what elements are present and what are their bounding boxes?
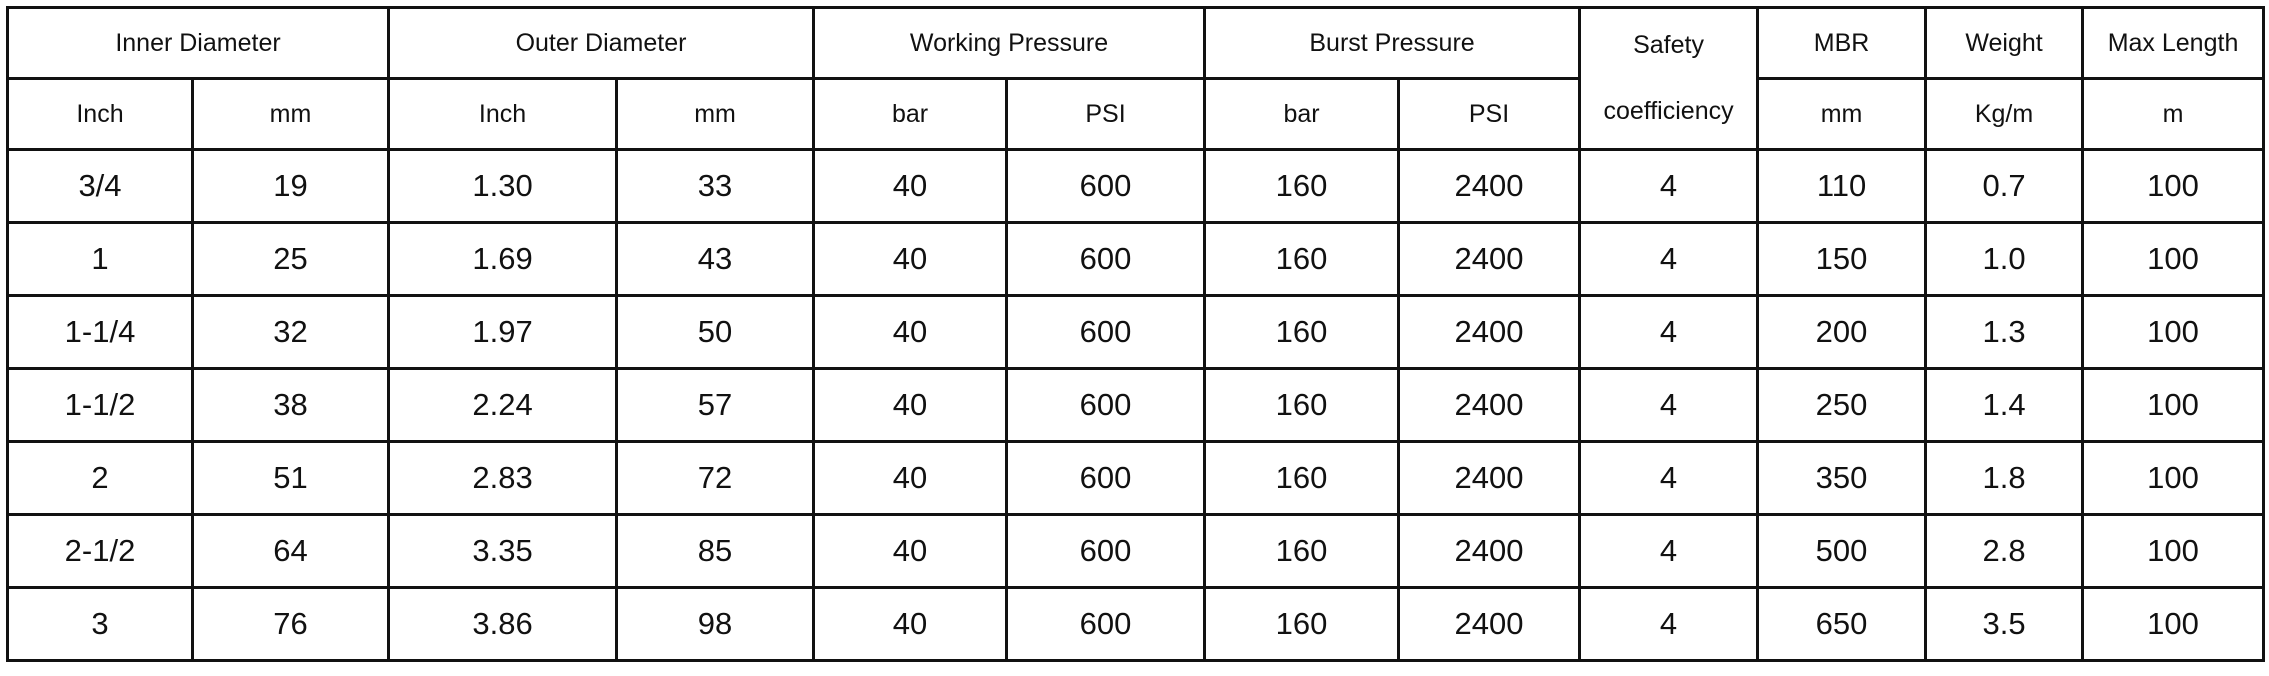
header-row-units — [8, 79, 2264, 150]
table-row — [8, 588, 2264, 661]
table-cell: 100 — [2083, 588, 2264, 661]
table-cell: 85 — [617, 515, 814, 588]
table-cell: 3/4 — [8, 150, 193, 223]
inner-inch-unit: Inch — [8, 79, 193, 150]
table-row — [8, 369, 2264, 442]
table-cell: 600 — [1007, 296, 1205, 369]
table-cell: 2 — [8, 442, 193, 515]
table-cell: 1.3 — [1926, 296, 2083, 369]
table-cell: 40 — [814, 442, 1007, 515]
table-cell: 4 — [1580, 442, 1758, 515]
table-cell: 50 — [617, 296, 814, 369]
inner-mm-unit: mm — [193, 79, 389, 150]
table-cell: 100 — [2083, 150, 2264, 223]
table-cell: 72 — [617, 442, 814, 515]
table-cell: 650 — [1758, 588, 1926, 661]
table-cell: 200 — [1758, 296, 1926, 369]
table-cell: 100 — [2083, 515, 2264, 588]
table-cell: 76 — [193, 588, 389, 661]
table-cell: 600 — [1007, 515, 1205, 588]
working-psi-unit: PSI — [1007, 79, 1205, 150]
table-cell: 160 — [1205, 369, 1399, 442]
inner-diameter-header: Inner Diameter — [8, 8, 389, 79]
table-cell: 100 — [2083, 223, 2264, 296]
mbr-header: MBR — [1758, 8, 1926, 79]
table-cell: 2400 — [1399, 442, 1580, 515]
working-pressure-header: Working Pressure — [814, 8, 1205, 79]
safety-coefficiency-header — [1580, 8, 1758, 150]
table-cell: 100 — [2083, 442, 2264, 515]
table-cell: 3 — [8, 588, 193, 661]
weight-unit: Kg/m — [1926, 79, 2083, 150]
hose-spec-table — [6, 6, 2265, 662]
table-cell: 500 — [1758, 515, 1926, 588]
table-cell: 40 — [814, 588, 1007, 661]
outer-diameter-header: Outer Diameter — [389, 8, 814, 79]
table-cell: 1.69 — [389, 223, 617, 296]
table-cell: 1.8 — [1926, 442, 2083, 515]
table-cell: 1.30 — [389, 150, 617, 223]
table-row — [8, 515, 2264, 588]
table-cell: 2400 — [1399, 369, 1580, 442]
table-cell: 2.8 — [1926, 515, 2083, 588]
safety-header-line2: coefficiency — [1603, 97, 1734, 125]
table-cell: 19 — [193, 150, 389, 223]
table-cell: 160 — [1205, 515, 1399, 588]
table-cell: 1.4 — [1926, 369, 2083, 442]
mbr-mm-unit: mm — [1758, 79, 1926, 150]
burst-pressure-header: Burst Pressure — [1205, 8, 1580, 79]
table-cell: 43 — [617, 223, 814, 296]
burst-bar-unit: bar — [1205, 79, 1399, 150]
table-cell: 3.35 — [389, 515, 617, 588]
table-cell: 4 — [1580, 369, 1758, 442]
table-cell: 600 — [1007, 588, 1205, 661]
table-cell: 98 — [617, 588, 814, 661]
table-cell: 160 — [1205, 223, 1399, 296]
table-cell: 160 — [1205, 150, 1399, 223]
table-cell: 40 — [814, 515, 1007, 588]
table-cell: 150 — [1758, 223, 1926, 296]
table-cell: 4 — [1580, 150, 1758, 223]
table-cell: 4 — [1580, 515, 1758, 588]
table-cell: 32 — [193, 296, 389, 369]
table-cell: 4 — [1580, 296, 1758, 369]
length-unit: m — [2083, 79, 2264, 150]
table-cell: 350 — [1758, 442, 1926, 515]
table-cell: 600 — [1007, 369, 1205, 442]
table-cell: 40 — [814, 150, 1007, 223]
table-cell: 40 — [814, 369, 1007, 442]
table-cell: 2-1/2 — [8, 515, 193, 588]
table-cell: 51 — [193, 442, 389, 515]
table-cell: 1 — [8, 223, 193, 296]
table-cell: 160 — [1205, 296, 1399, 369]
table-cell: 100 — [2083, 296, 2264, 369]
table-cell: 250 — [1758, 369, 1926, 442]
table-cell: 110 — [1758, 150, 1926, 223]
table-cell: 160 — [1205, 588, 1399, 661]
working-bar-unit: bar — [814, 79, 1007, 150]
table-cell: 1-1/4 — [8, 296, 193, 369]
max-length-header: Max Length — [2083, 8, 2264, 79]
table-row — [8, 442, 2264, 515]
outer-inch-unit: Inch — [389, 79, 617, 150]
table-cell: 4 — [1580, 223, 1758, 296]
safety-header-line1: Safety — [1633, 31, 1704, 59]
table-cell: 2.83 — [389, 442, 617, 515]
table-cell: 2400 — [1399, 515, 1580, 588]
table-cell: 0.7 — [1926, 150, 2083, 223]
header-row-groups — [8, 8, 2264, 79]
table-cell: 64 — [193, 515, 389, 588]
table-row — [8, 223, 2264, 296]
table-cell: 25 — [193, 223, 389, 296]
table-cell: 38 — [193, 369, 389, 442]
table-cell: 160 — [1205, 442, 1399, 515]
table-cell: 40 — [814, 296, 1007, 369]
table-cell: 1.0 — [1926, 223, 2083, 296]
table-cell: 2400 — [1399, 296, 1580, 369]
table-cell: 2400 — [1399, 223, 1580, 296]
table-cell: 57 — [617, 369, 814, 442]
table-cell: 1.97 — [389, 296, 617, 369]
table-cell: 600 — [1007, 223, 1205, 296]
table-cell: 600 — [1007, 150, 1205, 223]
table-cell: 2400 — [1399, 588, 1580, 661]
table-row — [8, 150, 2264, 223]
table-cell: 1-1/2 — [8, 369, 193, 442]
burst-psi-unit: PSI — [1399, 79, 1580, 150]
table-cell: 2.24 — [389, 369, 617, 442]
table-cell: 3.86 — [389, 588, 617, 661]
table-cell: 100 — [2083, 369, 2264, 442]
table-cell: 33 — [617, 150, 814, 223]
table-row — [8, 296, 2264, 369]
table-cell: 40 — [814, 223, 1007, 296]
table-cell: 4 — [1580, 588, 1758, 661]
table-cell: 3.5 — [1926, 588, 2083, 661]
outer-mm-unit: mm — [617, 79, 814, 150]
weight-header: Weight — [1926, 8, 2083, 79]
table-cell: 2400 — [1399, 150, 1580, 223]
table-cell: 600 — [1007, 442, 1205, 515]
